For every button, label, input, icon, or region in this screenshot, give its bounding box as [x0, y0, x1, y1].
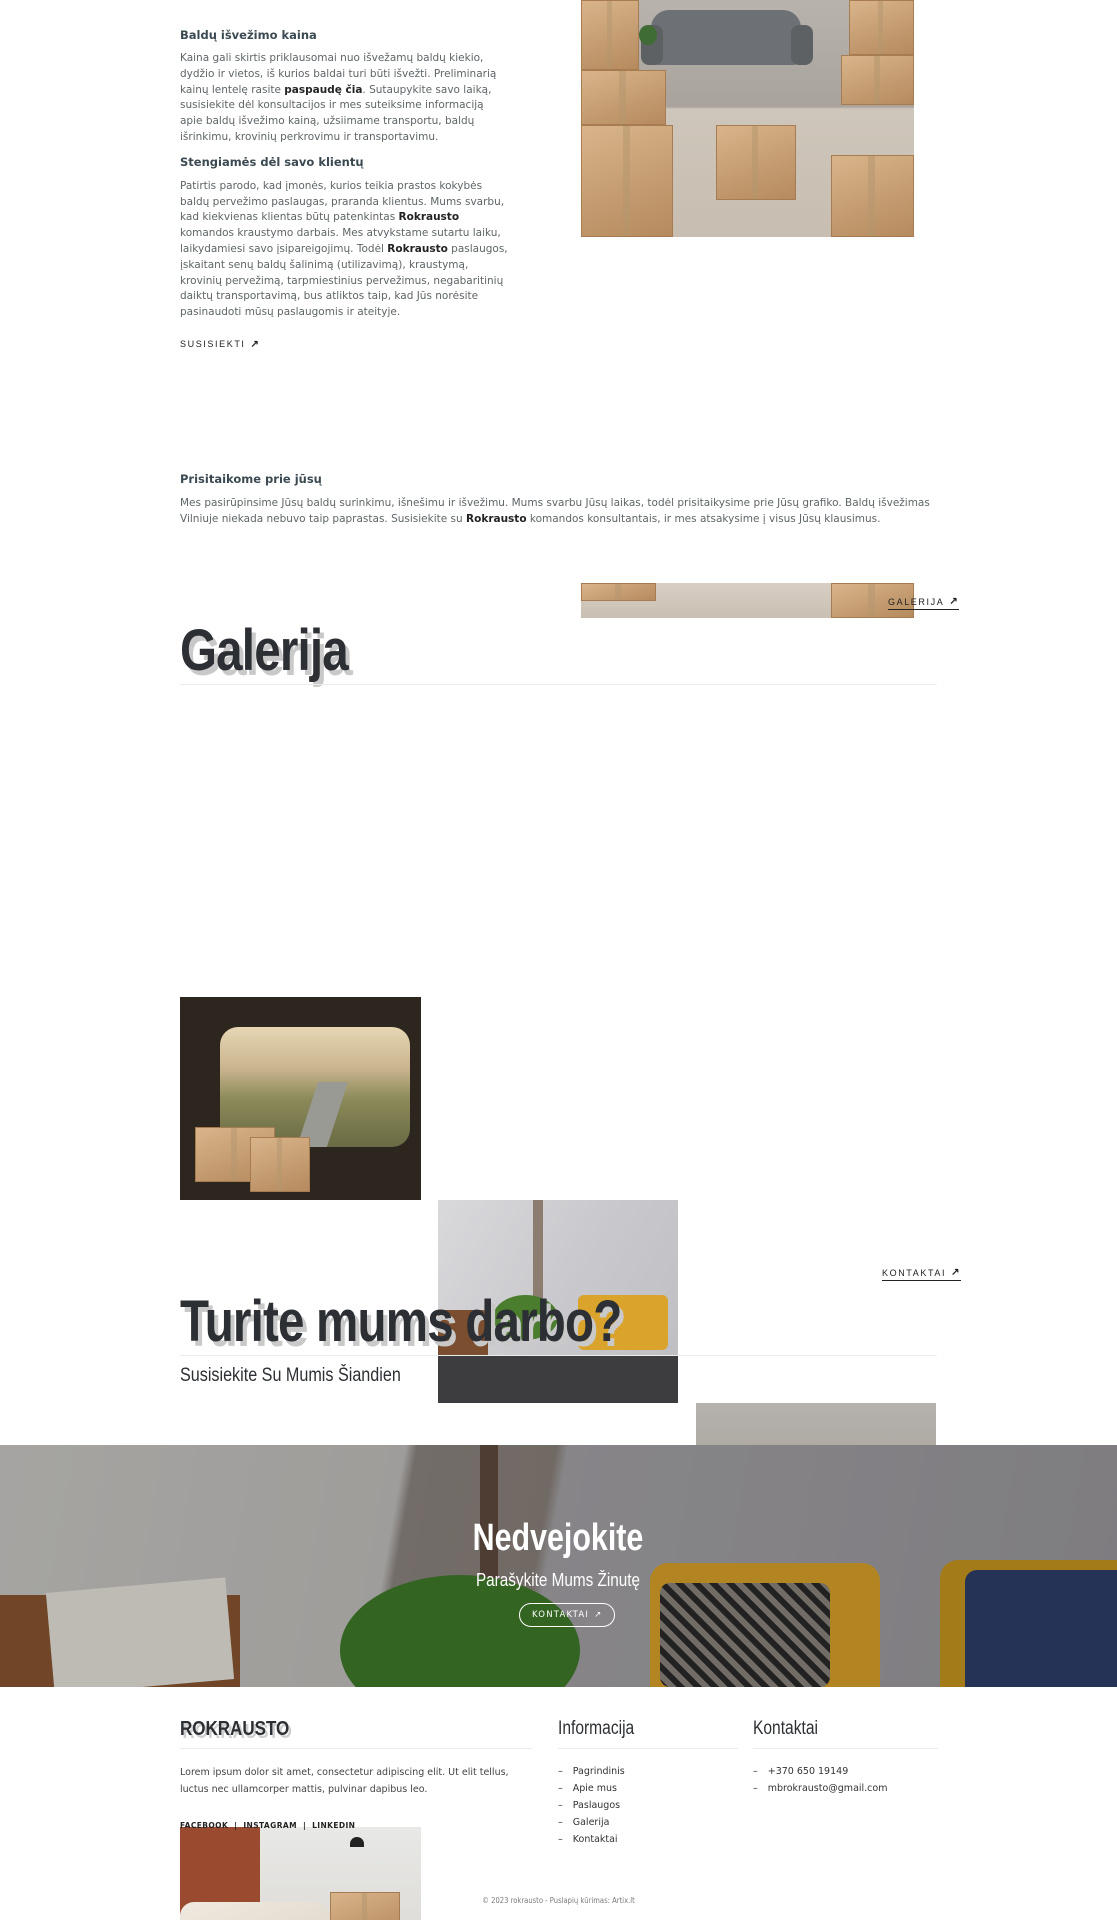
social-separator: |	[302, 1821, 307, 1830]
footer-link-home[interactable]	[558, 1763, 625, 1780]
footer-link-label: – Galerija	[572, 1817, 610, 1828]
banner-button-label: KONTAKTAI	[532, 1610, 590, 1620]
facebook-link[interactable]: FACEBOOK	[180, 1821, 229, 1830]
gallery-link-label: GALERIJA	[888, 596, 945, 607]
sofa-shape	[651, 10, 801, 65]
adapt-text-2: komandos konsultantais, ir mes atsakysime į visus Jūsų klausimus.	[526, 512, 881, 525]
adapt-heading: Prisitaikome prie jūsų	[180, 472, 322, 486]
clients-heading: Stengiamės dėl savo klientų	[180, 154, 364, 169]
footer-link-label: – Kontaktai	[572, 1834, 618, 1845]
footer-link-label: – Paslaugos	[572, 1800, 621, 1811]
price-text-2: . Sutaupykite savo laiką, susisiekite dėl konsultacijos ir mes suteiksime informaciją apie baldų išvežimo kainą, užsiimame transportu, baldų išrinkimu, krovinių perkrovimu ir transportavimu.	[180, 83, 492, 143]
box-shape	[250, 1137, 310, 1192]
box-shape	[581, 583, 656, 601]
footer-link-label: – Pagrindinis	[572, 1766, 625, 1777]
footer-social-links	[180, 1821, 355, 1830]
banner-subtitle: Parašykite Mums Žinutę	[475, 1570, 641, 1590]
box-shape	[581, 70, 666, 125]
brand-mention: Rokrausto	[466, 512, 527, 525]
phone-number: – +370 650 19149	[767, 1766, 849, 1777]
contact-link-label: SUSISIEKTI	[180, 339, 246, 350]
table-shape	[438, 1355, 678, 1403]
gallery-image-van-road[interactable]	[180, 997, 421, 1200]
clients-text-2: komandos kraustymo darbais. Mes atvykstame sutartu laiku, laikydamiesi savo įsipareigojimų. Todėl	[180, 227, 501, 255]
adapt-paragraph	[180, 496, 940, 528]
footer-info-list	[558, 1763, 625, 1848]
brand-mention: Rokrausto	[387, 242, 448, 255]
footer-copyright: © 2023 rokrausto - Puslapių kūrimas: Artix.lt	[482, 1896, 635, 1905]
north-east-arrow-icon: ↗	[250, 338, 261, 350]
gallery-title: Galerija	[180, 618, 348, 683]
footer-divider	[753, 1748, 938, 1749]
brand-mention: Rokrausto	[398, 211, 460, 224]
adapt-section	[180, 472, 940, 528]
footer-divider	[180, 1748, 532, 1749]
intro-photo-strip	[581, 583, 914, 618]
banner-contacts-button[interactable]	[519, 1603, 615, 1627]
footer-brand-logo[interactable]: ROKRAUSTO	[180, 1718, 290, 1740]
footer-link-gallery[interactable]	[558, 1814, 625, 1831]
footer-link-label: – Apie mus	[572, 1783, 618, 1794]
box-shape	[581, 0, 639, 70]
clients-text-1: Patirtis parodo, kad įmonės, kurios teikia prastos kokybės baldų pervežimo paslaugas, praranda klientus. Mums svarbu, kad kiekvienas klientas būtų patenkintas	[180, 179, 505, 224]
footer-link-about[interactable]	[558, 1780, 625, 1797]
footer-link-contacts[interactable]	[558, 1831, 625, 1848]
price-paragraph	[180, 51, 508, 146]
social-separator: |	[234, 1821, 238, 1830]
gallery-divider	[180, 684, 937, 685]
linkedin-link[interactable]: LINKEDIN	[312, 1821, 356, 1830]
sofa-arm	[791, 25, 813, 65]
box-shape	[831, 155, 914, 237]
footer-contacts-list	[753, 1763, 887, 1797]
box-shape	[581, 125, 673, 237]
gallery-image-wrapped-sofa[interactable]	[180, 1827, 421, 1920]
box-shape	[849, 0, 914, 55]
footer-phone[interactable]	[753, 1763, 887, 1780]
banner-title: Nedvejokite	[472, 1517, 644, 1559]
work-subtitle: Susisiekite Su Mumis Šiandien	[180, 1365, 401, 1386]
footer-description: Lorem ipsum dolor sit amet, consectetur adipiscing elit. Ut elit tellus, luctus nec ullamcorper mattis, pulvinar dapibus leo.	[180, 1767, 509, 1795]
north-east-arrow-icon: ↗	[594, 1610, 603, 1620]
adapt-text-1: Mes pasirūpinsime Jūsų baldų surinkimu, išnešimu ir išvežimu. Mums svarbu Jūsų laikas, todėl prisitaikysime prie Jūsų grafiko. Baldų išvežimas Vilniuje niekada nebuvo taip paprastas. Susisiekite su	[180, 497, 930, 525]
gallery-link[interactable]	[888, 596, 959, 610]
footer-divider	[558, 1748, 738, 1749]
email-address: – mbrokrausto@gmail.com	[767, 1783, 888, 1794]
box-shape	[841, 55, 914, 105]
price-text-1: Kaina gali skirtis priklausomai nuo išvežamų baldų kiekio, dydžio ir vietos, iš kurios baldai turi būti išvežti. Preliminarią kainų lentelę rasite	[180, 52, 497, 96]
clients-paragraph	[180, 179, 508, 321]
price-heading: Baldų išvežimo kaina	[180, 28, 317, 42]
lamp-shape	[350, 1837, 364, 1847]
contact-link[interactable]	[180, 339, 261, 350]
cta-banner	[0, 1445, 1117, 1687]
box-shape	[716, 125, 796, 200]
north-east-arrow-icon: ↗	[951, 1267, 962, 1278]
plant-shape	[639, 25, 657, 45]
north-east-arrow-icon: ↗	[949, 596, 960, 607]
price-table-link[interactable]: paspaudę čia	[284, 83, 363, 96]
instagram-link[interactable]: INSTAGRAM	[243, 1821, 297, 1830]
work-divider	[180, 1355, 937, 1356]
contacts-link-label: KONTAKTAI	[882, 1267, 947, 1278]
footer-info-heading: Informacija	[558, 1718, 635, 1739]
banner-overlay	[0, 1445, 1117, 1687]
footer-email[interactable]	[753, 1780, 887, 1797]
clients-text-3: paslaugos, įskaitant senų baldų šalinimą (utilizavimą), kraustymą, krovinių pervežimą, tarpmiestinius pervežimus, negabaritinių daiktų transportavimą, bus atliktos taip, kad Jūs norėsite pasinaudoti mūsų paslaugomis ir ateityje.	[180, 242, 508, 319]
footer-link-services[interactable]	[558, 1797, 625, 1814]
intro-text-column	[180, 28, 508, 351]
contacts-link[interactable]	[882, 1267, 961, 1281]
work-title: Turite mums darbo?	[180, 1289, 622, 1354]
intro-photo-moving-boxes	[581, 0, 914, 237]
footer-contacts-heading: Kontaktai	[753, 1718, 818, 1739]
